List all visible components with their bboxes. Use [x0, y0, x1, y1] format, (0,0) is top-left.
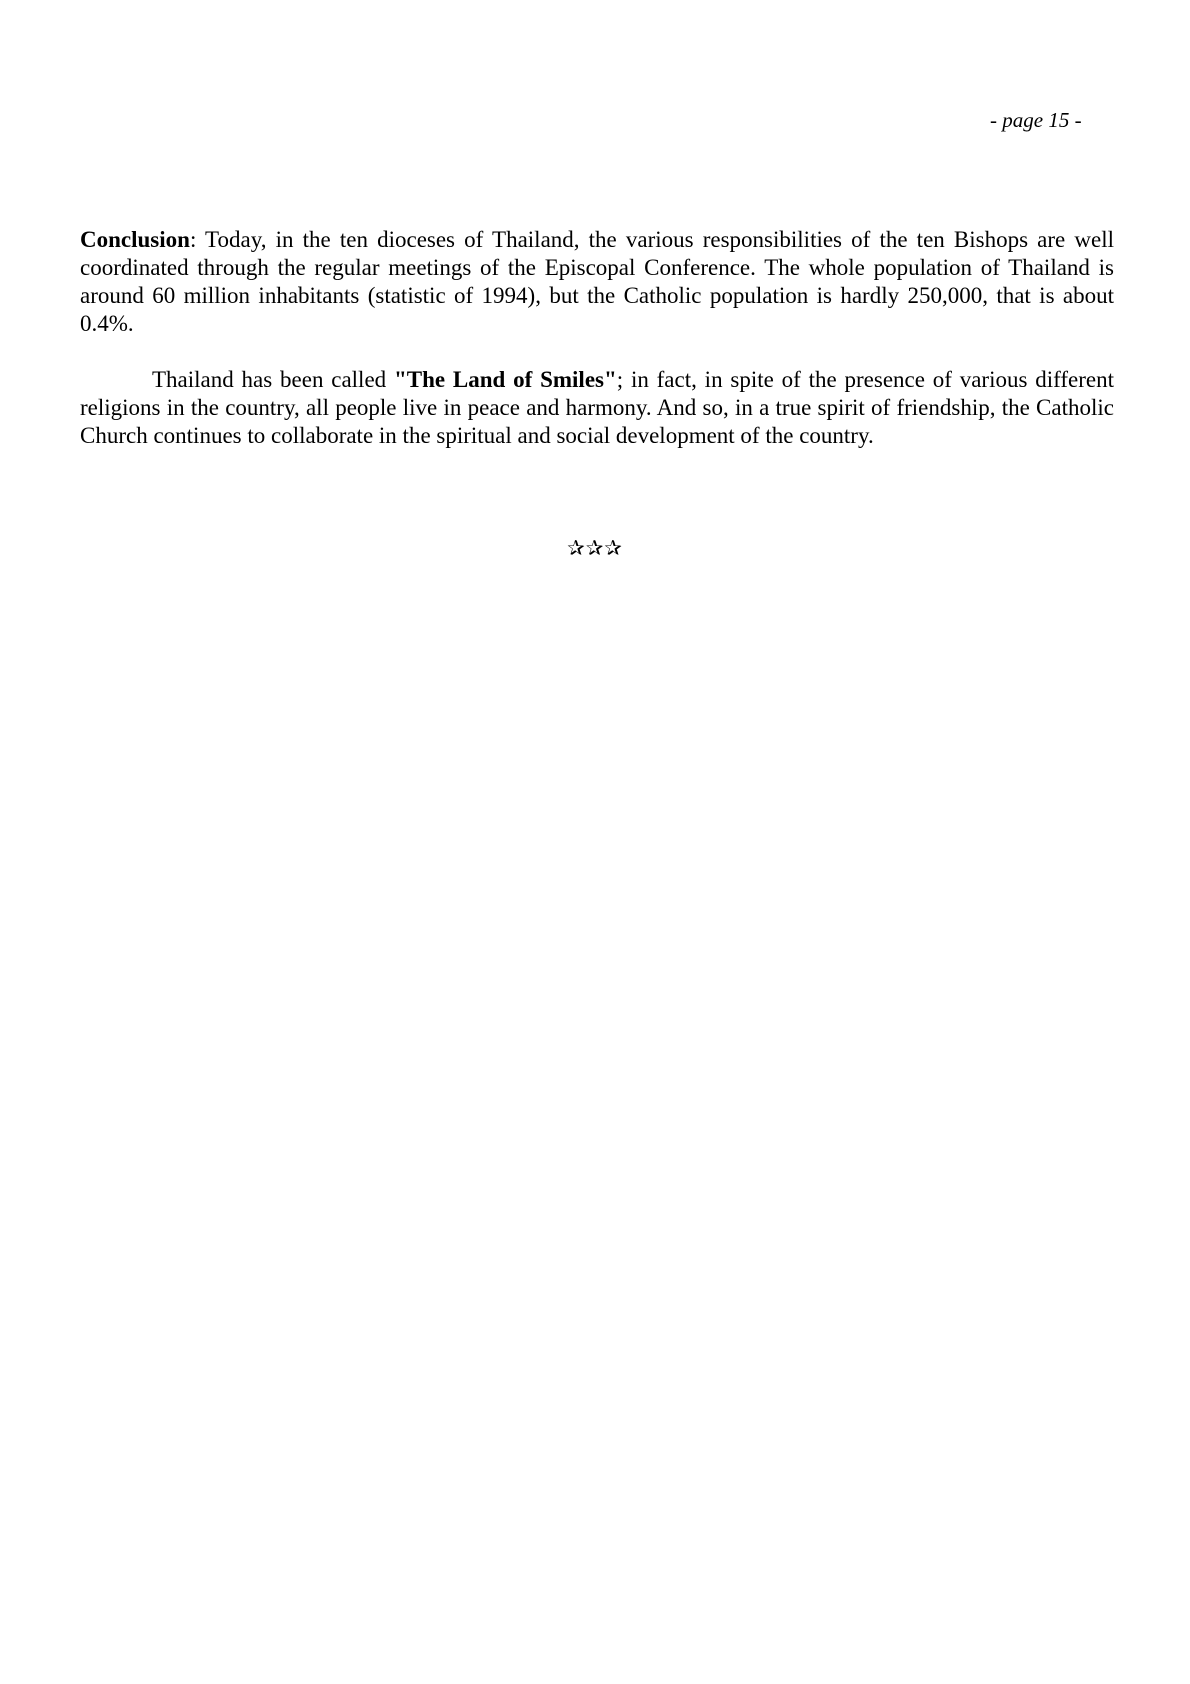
paragraph-text-before: Thailand has been called	[152, 367, 394, 392]
conclusion-heading: Conclusion	[80, 227, 190, 252]
land-of-smiles-emphasis: "The Land of Smiles"	[393, 367, 617, 392]
document-body	[80, 226, 1114, 450]
conclusion-text: : Today, in the ten dioceses of Thailand, the various responsibilities of the ten Bishops are well coordinated through the regular meetings of the Episcopal Conference. The whole population of Thailand is around 60 million inhabitants (statistic of 1994), but the Catholic population is hardly 250,000, that is about 0.4%.	[80, 227, 1114, 336]
land-of-smiles-paragraph	[80, 366, 1114, 450]
conclusion-paragraph	[80, 226, 1114, 338]
section-separator-stars-icon: ✰✰✰	[567, 536, 623, 560]
paragraph-text-after: ; in fact, in spite of the presence of various different religions in the country, all people live in peace and harmony. And so, in a true spirit of friendship, the Catholic Church continues to collaborate in the spiritual and social development of the country.	[80, 367, 1114, 448]
page-number: - page 15 -	[990, 108, 1082, 132]
